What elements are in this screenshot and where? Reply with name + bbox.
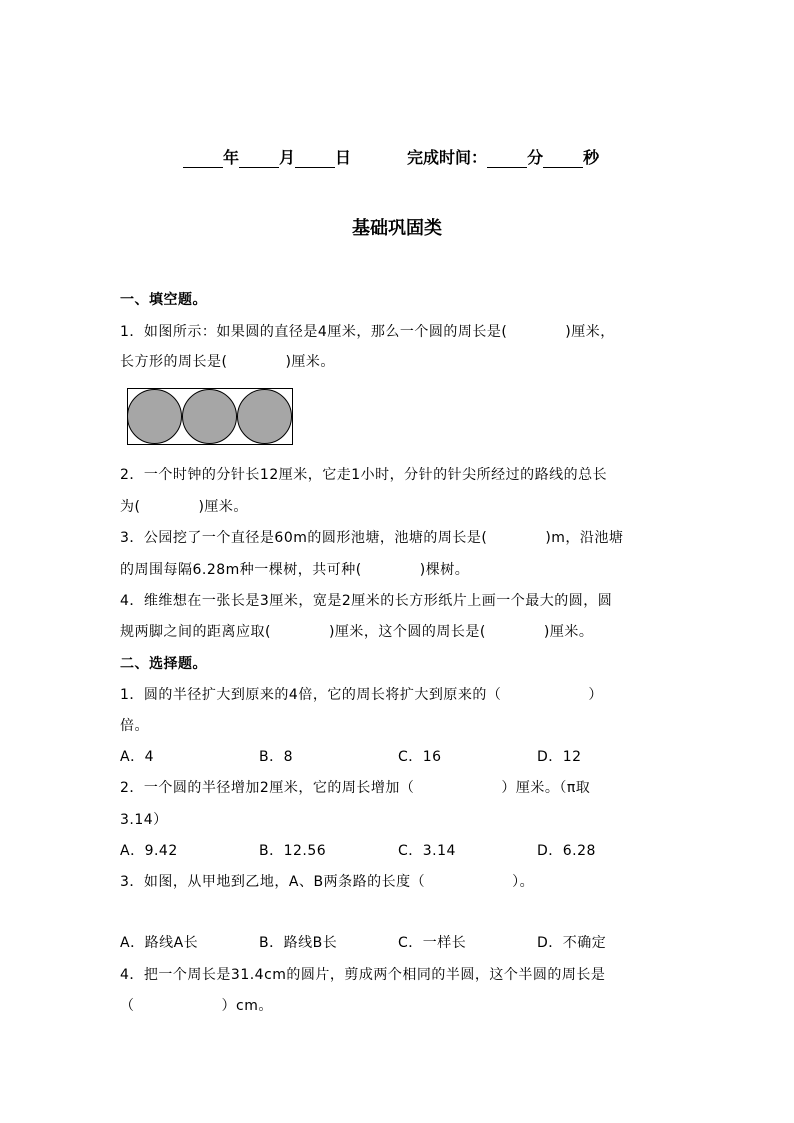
page-title: 基础巩固类: [352, 218, 442, 239]
day-label: 日: [335, 148, 352, 167]
time-label: 完成时间：: [407, 148, 488, 167]
choice-q4-line1: 4．把一个周长是31.4cm的圆片，剪成两个相同的半圆，这个半圆的周长是: [120, 967, 606, 983]
choice-q2-line1: 2．一个圆的半径增加2厘米，它的周长增加（ ）厘米。（π取: [120, 780, 591, 796]
day-blank: [295, 151, 335, 168]
choice-q1-line2: 倍。: [120, 718, 149, 734]
second-blank: [543, 151, 583, 168]
choice-q3-option-d[interactable]: D．不确定: [537, 935, 607, 951]
choice-q2-option-b[interactable]: B．12.56: [259, 843, 327, 859]
circle-1: [128, 390, 182, 444]
year-label: 年: [223, 148, 240, 167]
date-time-header: [183, 148, 599, 168]
fill-q4-line2: 规两脚之间的距离应取( )厘米，这个圆的周长是( )厘米。: [120, 624, 594, 640]
choice-q4-line2: （ ）cm。: [120, 998, 273, 1014]
fill-q2-line2: 为( )厘米。: [120, 499, 248, 515]
choice-q3-option-b[interactable]: B．路线B长: [259, 935, 338, 951]
circle-2: [183, 390, 237, 444]
circle-3: [238, 390, 292, 444]
fill-q3-line1: 3．公园挖了一个直径是60m的圆形池塘，池塘的周长是( )m，沿池塘: [120, 530, 624, 546]
second-label: 秒: [583, 148, 600, 167]
minute-label: 分: [527, 148, 544, 167]
choice-q2-option-d[interactable]: D．6.28: [537, 843, 596, 859]
minute-blank: [487, 151, 527, 168]
section-heading-choice: 二、选择题。: [120, 656, 207, 672]
section-heading-fill: 一、填空题。: [120, 292, 207, 308]
fill-q4-line1: 4．维维想在一张长是3厘米，宽是2厘米的长方形纸片上画一个最大的圆，圆: [120, 593, 613, 609]
month-blank: [239, 151, 279, 168]
choice-q2-option-c[interactable]: C．3.14: [398, 843, 456, 859]
fill-q1-line1: 1．如图所示：如果圆的直径是4厘米，那么一个圆的周长是( )厘米，: [120, 324, 615, 340]
choice-q2-line2: 3.14）: [120, 812, 168, 828]
fill-q1-line2: 长方形的周长是( )厘米。: [120, 354, 335, 370]
choice-q1-options: [120, 747, 676, 767]
choice-q2-options: [120, 841, 676, 861]
choice-q3-option-a[interactable]: A．路线A长: [120, 935, 199, 951]
choice-q3-options: [120, 933, 676, 953]
choice-q1-option-b[interactable]: B．8: [259, 749, 294, 765]
choice-q2-option-a[interactable]: A．9.42: [120, 843, 178, 859]
fill-q2-line1: 2．一个时钟的分针长12厘米，它走1小时，分针的针尖所经过的路线的总长: [120, 467, 608, 483]
choice-q3-option-c[interactable]: C．一样长: [398, 935, 467, 951]
fill-q3-line2: 的周围每隔6.28m种一棵树，共可种( )棵树。: [120, 562, 470, 578]
choice-q1-option-a[interactable]: A．4: [120, 749, 154, 765]
choice-q3-line1: 3．如图，从甲地到乙地，A、B两条路的长度（ ）。: [120, 874, 535, 890]
year-blank: [183, 151, 223, 168]
choice-q1-option-d[interactable]: D．12: [537, 749, 582, 765]
choice-q1-option-c[interactable]: C．16: [398, 749, 442, 765]
choice-q1-line1: 1．圆的半径扩大到原来的4倍，它的周长将扩大到原来的（ ）: [120, 687, 603, 703]
circles-in-rectangle-figure: [127, 388, 293, 446]
month-label: 月: [279, 148, 296, 167]
